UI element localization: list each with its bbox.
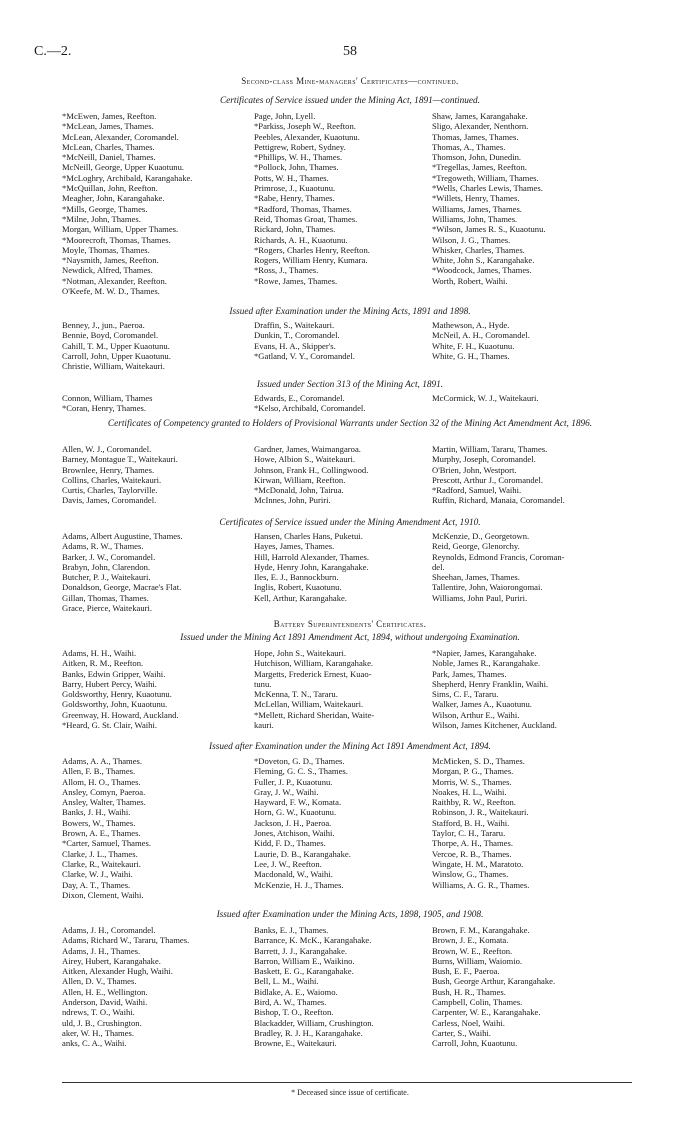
- certificate-holder-entry: *McDonald, John, Tairua.: [254, 485, 344, 496]
- certificate-holder-entry: McLean, Charles, Thames.: [62, 141, 155, 152]
- name-column: [432, 320, 632, 371]
- certificate-holder-entry: Adams, Albert Augustine, Thames.: [62, 531, 183, 541]
- name-column: [254, 393, 432, 414]
- certificate-holder-entry: *Tregellas, James, Reefton.: [432, 162, 527, 173]
- certificate-holder-entry: Clarke, J. L., Thames.: [62, 848, 138, 859]
- certificate-holder-entry: *Pollock, John, Thames.: [254, 162, 339, 173]
- name-columns: [62, 444, 642, 506]
- certificate-holder-entry: Reid, Thomas Groat, Thames.: [254, 213, 358, 224]
- certificate-holder-entry: *Mills, George, Thames.: [62, 203, 148, 214]
- certificate-holder-entry: Noakes, H. L., Waihi.: [432, 786, 507, 797]
- certificate-holder-entry: Dunkin, T., Coromandel.: [254, 330, 340, 341]
- certificate-holder-entry: Evans, H. A., Skipper's.: [254, 340, 336, 351]
- certificate-holder-entry: Bowers, W., Thames.: [62, 817, 136, 828]
- certificate-holder-entry: Kell, Arthur, Karangahake.: [254, 592, 347, 603]
- name-columns: [62, 393, 642, 414]
- certificate-holder-entry: *Woodcock, James, Thames.: [432, 265, 532, 276]
- certificate-holder-entry: Wilson, Arthur E., Waihi.: [432, 709, 520, 720]
- certificate-holder-entry: McLellan, William, Waitekauri.: [254, 699, 364, 710]
- certificate-holder-entry: Howe, Albion S., Waitekauri.: [254, 454, 356, 465]
- certificate-holder-entry: Carpenter, W. E., Karangahake.: [432, 1007, 541, 1018]
- name-columns: [62, 111, 642, 296]
- certificate-holder-entry: Prescott, Arthur J., Coromandel.: [432, 474, 543, 485]
- certificate-holder-entry: Greenway, H. Howard, Auckland.: [62, 709, 179, 720]
- certificate-holder-entry: Macdonald, W., Waihi.: [254, 869, 333, 880]
- certificate-holder-entry: Dixon, Clement, Waihi.: [62, 889, 144, 900]
- certificate-holder-entry: Bird, A. W., Thames.: [254, 997, 327, 1008]
- certificate-holder-entry: Shepherd, Henry Franklin, Waihi.: [432, 678, 549, 689]
- certificate-holder-entry: Murphy, Joseph, Coromandel.: [432, 454, 536, 465]
- section-heading: Issued under the Mining Act 1891 Amendment Act, 1894, without undergoing Examination.: [180, 633, 520, 643]
- certificate-holder-entry: *Heard, G. St. Clair, Waihi.: [62, 720, 157, 731]
- certificate-holder-entry: Bush, E. F., Paeroa.: [432, 966, 500, 977]
- certificate-holder-entry: *Wells, Charles Lewis, Thames.: [432, 183, 543, 194]
- certificate-holder-entry: *McEwen, James, Reefton.: [62, 111, 157, 121]
- certificate-holder-entry: Barney, Montague T., Waitekauri.: [62, 454, 178, 465]
- certificate-holder-entry: Aitken, Alexander Hugh, Waihi.: [62, 966, 173, 977]
- certificate-holder-entry: Taylor, C. H., Tararu.: [432, 828, 506, 839]
- certificate-holder-entry: Ruffin, Richard, Manaia, Coromandel.: [432, 495, 565, 506]
- section-heading: Certificates of Service issued under the Mining Amendment Act, 1910.: [219, 518, 481, 528]
- certificate-holder-entry: Wingate, H. M., Maratoto.: [432, 858, 524, 869]
- certificate-holder-entry: Fleming, G. C. S., Thames.: [254, 766, 348, 777]
- certificate-holder-entry: Walker, James A., Kuaotunu.: [432, 699, 532, 710]
- certificate-holder-entry: Brown, J. E., Komata.: [432, 935, 509, 946]
- certificate-holder-entry: Bell, L. M., Waihi.: [254, 976, 319, 987]
- certificate-holder-entry: Bradley, R. J. H., Karangahake.: [254, 1027, 363, 1038]
- certificate-holder-entry: Hill, Harrold Alexander, Thames.: [254, 551, 370, 562]
- certificate-holder-entry: Thomson, John, Dunedin.: [432, 152, 522, 163]
- certificate-holder-entry: Hyde, Henry John, Karangahake.: [254, 561, 369, 572]
- certificate-holder-entry: Hope, John S., Waitekauri.: [254, 648, 346, 658]
- certificate-holder-entry: Morris, W. S., Thames.: [432, 776, 512, 787]
- certificate-holder-entry: Gray, J. W., Waihi.: [254, 786, 319, 797]
- certificate-holder-entry: *Radford, Thomas, Thames.: [254, 203, 352, 214]
- table-title: Second-class Mine-managers' Certificates—continued.: [241, 76, 459, 86]
- certificate-holder-entry: Morgan, P. G., Thames.: [432, 766, 514, 777]
- certificate-holder-entry: Kirwan, William, Reefton.: [254, 474, 346, 485]
- footnote: * Deceased since issue of certificate.: [291, 1088, 409, 1097]
- certificate-holder-entry: Primrose, J., Kuaotunu.: [254, 183, 336, 194]
- certificate-holder-entry: Adams, Richard W., Tararu, Thames.: [62, 935, 190, 946]
- certificate-holder-entry: Allen, W. J., Coromandel.: [62, 444, 152, 454]
- certificate-holder-entry: anks, C. A., Waihi.: [62, 1038, 127, 1049]
- certificate-holder-entry: Hayes, James, Thames.: [254, 541, 335, 552]
- name-column: [254, 320, 432, 371]
- name-column: [62, 111, 254, 296]
- certificate-holder-entry: Banks, J. H., Waihi.: [62, 807, 131, 818]
- battery-title: Battery Superintendents' Certificates.: [273, 619, 427, 629]
- certificate-holder-entry: Margetts, Frederick Ernest, Kuao-: [254, 668, 372, 679]
- name-column: [254, 648, 432, 730]
- certificate-holder-entry: Jones, Atchison, Waihi.: [254, 828, 335, 839]
- certificate-holder-entry: ndrews, T. O., Waihi.: [62, 1007, 135, 1018]
- certificate-holder-entry: *Milne, John, Thames.: [62, 213, 141, 224]
- certificate-holder-entry: Brownlee, Henry, Thames.: [62, 464, 155, 475]
- certificate-holder-entry: *Napier, James, Karangahake.: [432, 648, 537, 658]
- certificate-holder-entry: Goldsworthy, Henry, Kuaotunu.: [62, 689, 172, 700]
- certificate-holder-entry: Clarke, R., Waitekauri.: [62, 858, 141, 869]
- certificate-holder-entry: Gardner, James, Waimangaroa.: [254, 444, 361, 454]
- name-column: [254, 531, 432, 613]
- name-column: [432, 648, 632, 730]
- certificate-holder-entry: Reid, George, Glenorchy.: [432, 541, 520, 552]
- certificate-holder-entry: Pettigrew, Robert, Sydney.: [254, 141, 346, 152]
- certificate-holder-entry: Barron, William E., Waikino.: [254, 955, 355, 966]
- name-column: [62, 756, 254, 900]
- certificate-holder-entry: Gillan, Thomas, Thames.: [62, 592, 149, 603]
- certificate-holder-entry: Kidd, F. D., Thames.: [254, 838, 326, 849]
- certificate-holder-entry: Thomas, James, Thames.: [432, 131, 519, 142]
- name-column: [254, 756, 432, 900]
- certificate-holder-entry: uld, J. B., Crushington.: [62, 1017, 142, 1028]
- certificate-holder-entry: Allen, H. E., Wellington.: [62, 986, 148, 997]
- certificate-holder-entry: Banks, E. J., Thames.: [254, 925, 329, 935]
- certificate-holder-entry: McMicken, S. D., Thames.: [432, 756, 525, 766]
- certificate-holder-entry: Draffin, S., Waitekauri.: [254, 320, 335, 330]
- certificate-holder-entry: *Parkiss, Joseph W., Reefton.: [254, 121, 356, 132]
- certificate-holder-entry: Grace, Pierce, Waitekauri.: [62, 603, 153, 614]
- footnote-rule: [62, 1082, 632, 1083]
- certificate-holder-entry: McKenzie, H. J., Thames.: [254, 879, 344, 890]
- certificate-holder-entry: Burns, William, Waiomio.: [432, 955, 523, 966]
- certificate-holder-entry: Park, James, Thames.: [432, 668, 507, 679]
- certificate-holder-entry: Page, John, Lyell.: [254, 111, 316, 121]
- certificate-holder-entry: Bush, George Arthur, Karangahake.: [432, 976, 556, 987]
- certificate-holder-entry: kauri.: [254, 720, 274, 731]
- certificate-holder-entry: Carless, Noel, Waihi.: [432, 1017, 505, 1028]
- certificate-holder-entry: Thomas, A., Thames.: [432, 141, 506, 152]
- certificate-holder-entry: McNeill, George, Upper Kuaotunu.: [62, 162, 185, 173]
- certificate-holder-entry: Allen, D. V., Thames.: [62, 976, 137, 987]
- certificate-holder-entry: Mathewson, A., Hyde.: [432, 320, 510, 330]
- section-heading: Issued after Examination under the Mining Acts, 1898, 1905, and 1908.: [216, 910, 484, 920]
- name-column: [254, 925, 432, 1049]
- certificate-holder-entry: Winslow, G., Thames.: [432, 869, 509, 880]
- certificate-holder-entry: Brown, F. M., Karangahake.: [432, 925, 530, 935]
- name-column: [62, 320, 254, 371]
- name-column: [62, 531, 254, 613]
- certificate-holder-entry: McLean, Alexander, Coromandel.: [62, 131, 179, 142]
- certificate-holder-entry: Christie, William, Waitekauri.: [62, 361, 165, 372]
- name-column: [432, 393, 632, 414]
- certificate-holder-entry: Potts, W. H., Thames.: [254, 172, 329, 183]
- certificate-holder-entry: *Ross, J., Thames.: [254, 265, 319, 276]
- certificate-holder-entry: Cahill, T. M., Upper Kuaotunu.: [62, 340, 170, 351]
- certificate-holder-entry: *Wilson, James R. S., Kuaotunu.: [432, 224, 546, 235]
- certificate-holder-entry: Butcher, P. J., Waitekauri.: [62, 572, 151, 583]
- name-columns: [62, 320, 642, 371]
- certificate-holder-entry: McNeil, A. H., Coromandel.: [432, 330, 530, 341]
- certificate-holder-entry: *Rabe, Henry, Thames.: [254, 193, 335, 204]
- section-heading: Issued under Section 313 of the Mining Act, 1891.: [256, 380, 444, 390]
- certificate-holder-entry: Allom, H. O., Thames.: [62, 776, 141, 787]
- name-column: [432, 925, 632, 1049]
- certificate-holder-entry: McCormick, W. J., Waitekauri.: [432, 393, 539, 403]
- certificate-holder-entry: McInnes, John, Puriri.: [254, 495, 331, 506]
- section-heading: Issued after Examination under the Mining Acts, 1891 and 1898.: [229, 307, 471, 317]
- certificate-holder-entry: Raithby, R. W., Reefton.: [432, 797, 516, 808]
- certificate-holder-entry: *McLean, James, Thames.: [62, 121, 154, 132]
- certificate-holder-entry: Bidlake, A. E., Waiomo.: [254, 986, 338, 997]
- certificate-holder-entry: *Rogers, Charles Henry, Reefton.: [254, 244, 370, 255]
- certificate-holder-entry: *Phillips, W. H., Thames.: [254, 152, 343, 163]
- certificate-holder-entry: Barry, Hubert Percy, Waihi.: [62, 678, 157, 689]
- certificate-holder-entry: Ansley, Comyn, Paeroa.: [62, 786, 146, 797]
- certificate-holder-entry: *Mellett, Richard Sheridan, Waite-: [254, 709, 375, 720]
- certificate-holder-entry: Hansen, Charles Hans, Puketui.: [254, 531, 363, 541]
- certificate-holder-entry: Thorpe, A. H., Thames.: [432, 838, 513, 849]
- certificate-holder-entry: Iles, E. J., Bannockburn.: [254, 572, 339, 583]
- certificate-holder-entry: Stafford, B. H., Waihi.: [432, 817, 510, 828]
- certificate-holder-entry: Davis, James, Coromandel.: [62, 495, 157, 506]
- certificate-holder-entry: Peebles, Alexander, Kuaotunu.: [254, 131, 360, 142]
- name-column: [62, 444, 254, 506]
- certificate-holder-entry: Collins, Charles, Waitekauri.: [62, 474, 162, 485]
- name-column: [432, 531, 632, 613]
- certificate-holder-entry: Hayward, F. W., Komata.: [254, 797, 342, 808]
- name-column: [432, 444, 632, 506]
- certificate-holder-entry: McKenzie, D., Georgetown.: [432, 531, 530, 541]
- certificate-holder-entry: *McQuillan, John, Reefton.: [62, 183, 158, 194]
- certificate-holder-entry: McKenna, T. N., Tararu.: [254, 689, 338, 700]
- certificate-holder-entry: Sims, C. F., Tararu.: [432, 689, 499, 700]
- certificate-holder-entry: Brabyn, John, Clarendon.: [62, 561, 151, 572]
- certificate-holder-entry: Noble, James R., Karangahake.: [432, 658, 541, 669]
- certificate-holder-entry: Reynolds, Edmond Francis, Coroman-: [432, 551, 565, 562]
- certificate-holder-entry: Banks, Edwin Gripper, Waihi.: [62, 668, 166, 679]
- certificate-holder-entry: Adams, J. H., Coromandel.: [62, 925, 156, 935]
- certificate-holder-entry: Meagher, John, Karangahake.: [62, 193, 165, 204]
- certificate-holder-entry: Allen, F. B., Thames.: [62, 766, 136, 777]
- certificate-holder-entry: Williams, James, Thames.: [432, 203, 522, 214]
- certificate-holder-entry: Browne, E., Waitekauri.: [254, 1038, 337, 1049]
- name-column: [62, 393, 254, 414]
- certificate-holder-entry: Richards, A. H., Kuaotunu.: [254, 234, 348, 245]
- certificate-holder-entry: O'Keefe, M. W. D., Thames.: [62, 286, 160, 297]
- certificate-holder-entry: Martin, William, Tararu, Thames.: [432, 444, 548, 454]
- page-number: 58: [343, 44, 357, 59]
- certificate-holder-entry: *McLoghry, Archibald, Karangahake.: [62, 172, 193, 183]
- certificate-holder-entry: Inglis, Robert, Kuaotunu.: [254, 582, 342, 593]
- certificate-holder-entry: *Notman, Alexander, Reefton.: [62, 275, 167, 286]
- name-column: [254, 111, 432, 296]
- certificate-holder-entry: *Naysmith, James, Reefton.: [62, 255, 159, 266]
- name-columns: [62, 648, 642, 730]
- certificate-holder-entry: Benney, J., jun., Paeroa.: [62, 320, 145, 330]
- name-column: [432, 111, 632, 296]
- certificate-holder-entry: Johnson, Frank H., Collingwood.: [254, 464, 369, 475]
- certificate-holder-entry: Robinson, J. R., Waitekauri.: [432, 807, 529, 818]
- certificate-holder-entry: White, G. H., Thames.: [432, 350, 510, 361]
- certificate-holder-entry: Adams, R. W., Thames.: [62, 541, 144, 552]
- certificate-holder-entry: *Willets, Henry, Thames.: [432, 193, 520, 204]
- certificate-holder-entry: Newdick, Alfred, Thames.: [62, 265, 153, 276]
- certificate-holder-entry: aker, W. H., Thames.: [62, 1027, 135, 1038]
- certificate-holder-entry: *Carter, Samuel, Thames.: [62, 838, 151, 849]
- section-heading: Issued after Examination under the Mining Act 1891 Amendment Act, 1894.: [209, 742, 491, 752]
- certificate-holder-entry: Barker, J. W., Coromandel.: [62, 551, 156, 562]
- certificate-holder-entry: Wilson, James Kitchener, Auckland.: [432, 720, 557, 731]
- certificate-holder-entry: Shaw, James, Karangahake.: [432, 111, 528, 121]
- name-column: [62, 648, 254, 730]
- certificate-holder-entry: Anderson, David, Waihi.: [62, 997, 148, 1008]
- certificate-holder-entry: Clarke, W. J., Waihi.: [62, 869, 133, 880]
- certificate-holder-entry: Bishop, T. O., Reefton.: [254, 1007, 334, 1018]
- certificate-holder-entry: Edwards, E., Coromandel.: [254, 393, 345, 403]
- certificate-holder-entry: Adams, J. H., Thames.: [62, 945, 141, 956]
- certificate-holder-entry: Donaldson, George, Macrae's Flat.: [62, 582, 182, 593]
- certificate-holder-entry: Wilson, J. G., Thames.: [432, 234, 511, 245]
- certificate-holder-entry: Moyle, Thomas, Thames.: [62, 244, 150, 255]
- name-columns: [62, 756, 642, 900]
- certificate-holder-entry: Blackadder, William, Crushington.: [254, 1017, 374, 1028]
- certificate-holder-entry: Vercoe, R. B., Thames.: [432, 848, 512, 859]
- certificate-holder-entry: *Radford, Samuel, Waihi.: [432, 485, 522, 496]
- certificate-holder-entry: Hutchison, William, Karangahake.: [254, 658, 374, 669]
- certificate-holder-entry: *Tregoweth, William, Thames.: [432, 172, 539, 183]
- certificate-holder-entry: Adams, H. H., Waihi.: [62, 648, 137, 658]
- certificate-holder-entry: White, John S., Karangahake.: [432, 255, 535, 266]
- certificate-holder-entry: Curtis, Charles, Taylorville.: [62, 485, 158, 496]
- certificate-holder-entry: Goldsworthy, John, Kuaotunu.: [62, 699, 168, 710]
- certificate-holder-entry: Horn, G. W., Kuaotunu.: [254, 807, 337, 818]
- document-reference: C.—2.: [34, 44, 72, 59]
- certificate-holder-entry: Sheehan, James, Thames.: [432, 572, 520, 583]
- certificate-holder-entry: Fuller, J. P., Kuaotunu.: [254, 776, 333, 787]
- certificate-holder-entry: Day, A. T., Thames.: [62, 879, 131, 890]
- certificate-holder-entry: Ansley, Walter, Thames.: [62, 797, 146, 808]
- certificate-holder-entry: Carter, S., Waihi.: [432, 1027, 491, 1038]
- certificate-holder-entry: *Coran, Henry, Thames.: [62, 403, 147, 414]
- certificate-holder-entry: Airey, Hubert, Karangahake.: [62, 955, 161, 966]
- certificate-holder-entry: Bush, H. R., Thames.: [432, 986, 506, 997]
- certificate-holder-entry: Whisker, Charles, Thames.: [432, 244, 525, 255]
- name-columns: [62, 925, 642, 1049]
- certificate-holder-entry: Connon, William, Thames: [62, 393, 153, 403]
- certificate-holder-entry: Tallentire, John, Waiorongomai.: [432, 582, 543, 593]
- name-column: [254, 444, 432, 506]
- certificate-holder-entry: Williams, John Paul, Puriri.: [432, 592, 528, 603]
- certificate-holder-entry: Barrance, K. McK., Karangahake.: [254, 935, 372, 946]
- section-heading: Certificates of Service issued under the Mining Act, 1891—continued.: [219, 96, 481, 106]
- certificate-holder-entry: Rickard, John, Thames.: [254, 224, 336, 235]
- certificate-holder-entry: Baskett, E. G., Karangahake.: [254, 966, 354, 977]
- section-heading: Certificates of Competency granted to Holders of Provisional Warrants under Section 32 of the Mining Act Amendment Act, 1896.: [107, 419, 593, 429]
- certificate-holder-entry: *McNeill, Daniel, Thames.: [62, 152, 156, 163]
- certificate-holder-entry: Morgan, William, Upper Thames.: [62, 224, 179, 235]
- certificate-holder-entry: Brown, W. E., Reefton.: [432, 945, 513, 956]
- certificate-holder-entry: Williams, A. G. R., Thames.: [432, 879, 530, 890]
- certificate-holder-entry: Barrett, J. J., Karangahake.: [254, 945, 348, 956]
- certificate-holder-entry: Laurie, D. B., Karangahake.: [254, 848, 351, 859]
- certificate-holder-entry: O'Brien, John, Westport.: [432, 464, 517, 475]
- certificate-holder-entry: Sligo, Alexander, Nenthorn.: [432, 121, 529, 132]
- certificate-holder-entry: *Rowe, James, Thames.: [254, 275, 338, 286]
- certificate-holder-entry: Campbell, Colin, Thames.: [432, 997, 523, 1008]
- certificate-holder-entry: Adams, A. A., Thames.: [62, 756, 143, 766]
- certificate-holder-entry: Jackson, J. H., Paeroa.: [254, 817, 332, 828]
- certificate-holder-entry: Carroll, John, Kuaotunu.: [432, 1038, 518, 1049]
- certificate-holder-entry: Carroll, John, Upper Kuaotunu.: [62, 350, 171, 361]
- certificate-holder-entry: White, F. H., Kuaotunu.: [432, 340, 515, 351]
- certificate-holder-entry: Williams, John, Thames.: [432, 213, 518, 224]
- certificate-holder-entry: *Doveton, G. D., Thames.: [254, 756, 345, 766]
- certificate-holder-entry: Bennie, Boyd, Coromandel.: [62, 330, 159, 341]
- certificate-holder-entry: *Moorecroft, Thomas, Thames.: [62, 234, 171, 245]
- certificate-holder-entry: *Kelso, Archibald, Coromandel.: [254, 403, 366, 414]
- certificate-holder-entry: Aitken, R. M., Reefton.: [62, 658, 144, 669]
- certificate-holder-entry: Rogers, William Henry, Kumara.: [254, 255, 368, 266]
- certificate-holder-entry: Brown, A. E., Thames.: [62, 828, 141, 839]
- certificate-holder-entry: del.: [432, 561, 445, 572]
- name-column: [432, 756, 632, 900]
- name-columns: [62, 531, 642, 613]
- certificate-holder-entry: Worth, Robert, Waihi.: [432, 275, 508, 286]
- name-column: [62, 925, 254, 1049]
- certificate-holder-entry: *Gatland, V. Y., Coromandel.: [254, 350, 355, 361]
- certificate-holder-entry: tunu.: [254, 678, 272, 689]
- certificate-holder-entry: Lee, J. W., Reefton.: [254, 858, 322, 869]
